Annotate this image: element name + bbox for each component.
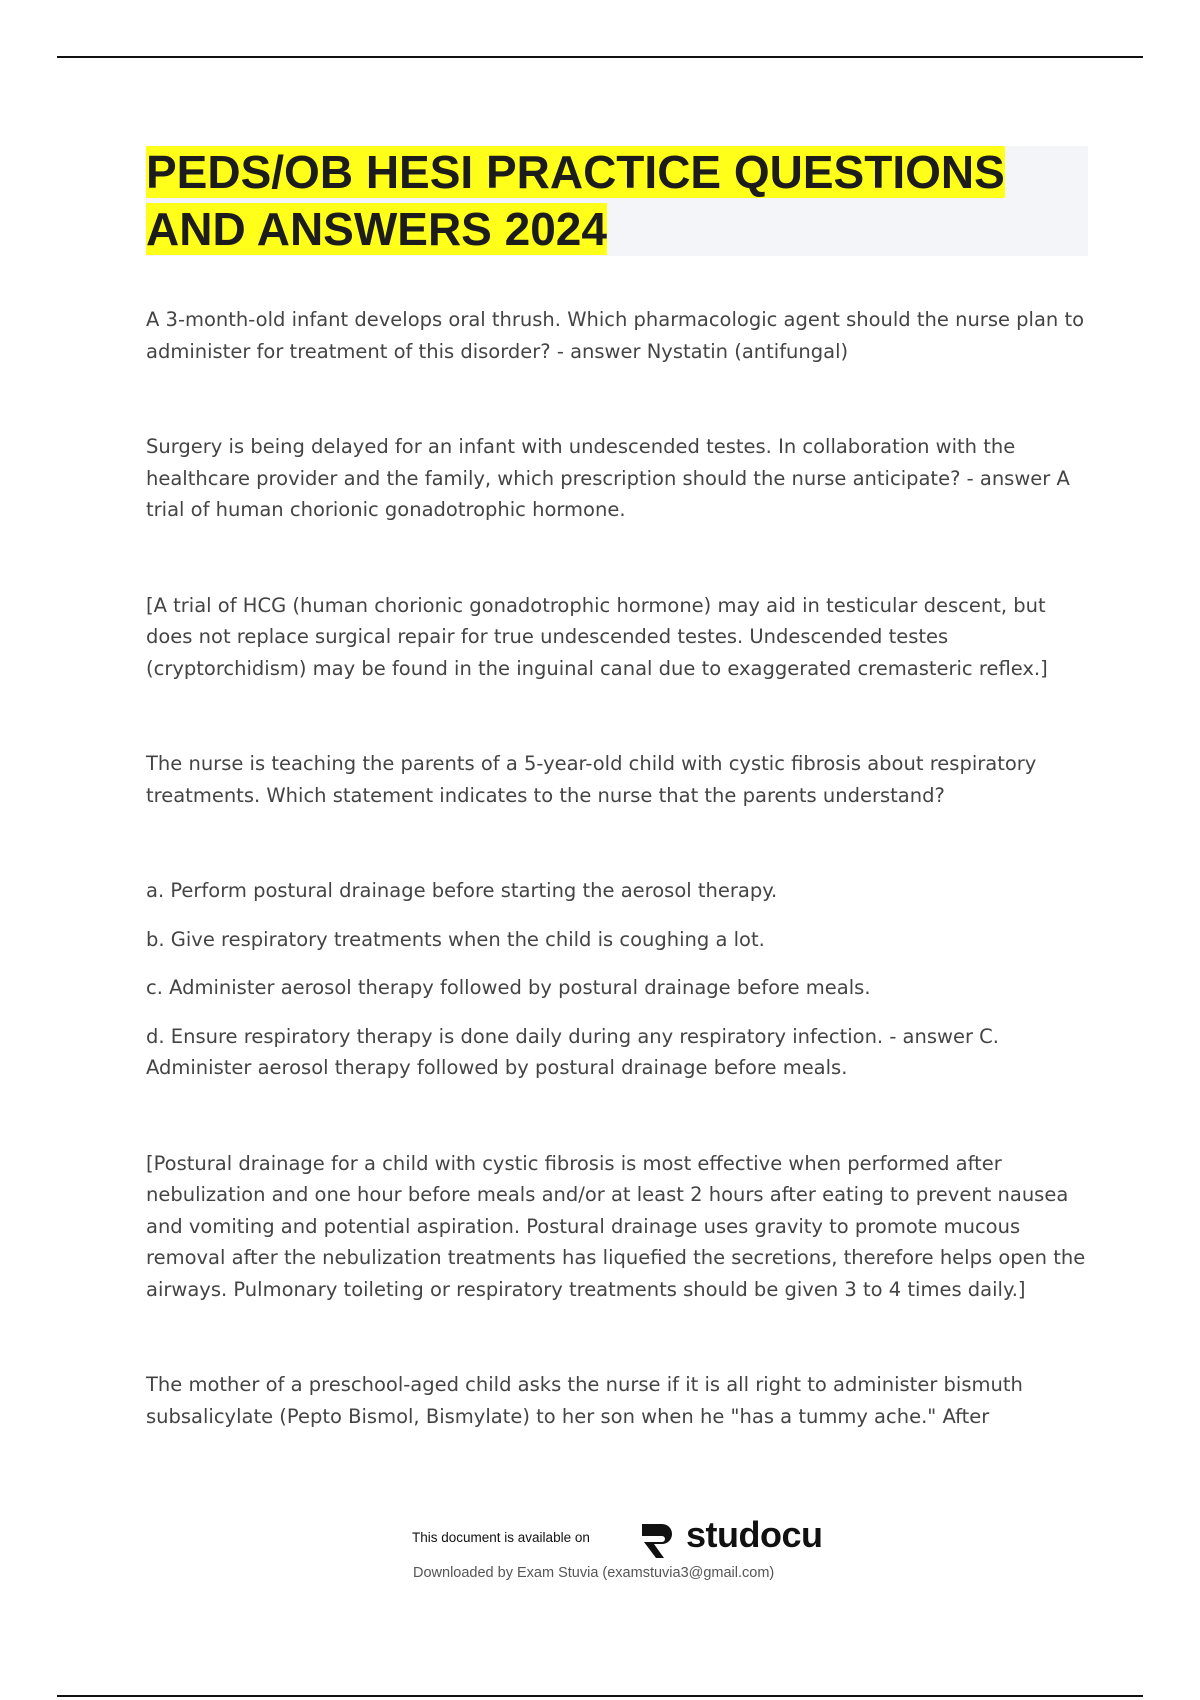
document-footer [0,1508,1200,1608]
bottom-divider [57,1695,1143,1697]
rationale-paragraph: [Postural drainage for a child with cystic fibrosis is most effective when performed after nebulization and one hour before meals and/or at least 2 hours after eating to prevent nausea and vomiting and potential aspiration. Postural drainage uses gravity to promote mucous removal after the nebulization treatments has liquefied the secretions, therefore helps open the airways. Pulmonary toileting or respiratory treatments should be given 3 to 4 times daily.] [146,1151,1086,1301]
rationale-paragraph: [A trial of HCG (human chorionic gonadotrophic hormone) may aid in testicular descent, but does not replace surgical repair for true undescended testes. Undescended testes (cryptorchidism) may be found in the inguinal canal due to exaggerated cremasteric reflex.] [146,593,1048,680]
answer-option-a: a. Perform postural drainage before starting the aerosol therapy. [146,879,778,902]
document-title-text: PEDS/OB HESI PRACTICE QUESTIONS AND ANSWERS 2024 [146,146,1005,255]
studocu-brand-name[interactable]: studocu [686,1514,823,1555]
question-paragraph: The mother of a preschool-aged child asks the nurse if it is all right to administer bismuth subsalicylate (Pepto Bismol, Bismylate) to her son when he "has a tummy ache." After [146,1373,1023,1428]
top-divider [57,56,1143,58]
answer-option-d: d. Ensure respiratory therapy is done daily during any respiratory infection. - answer C. Administer aerosol therapy followed by postural drainage before meals. [146,1024,1000,1079]
answer-option-b: b. Give respiratory treatments when the child is coughing a lot. [146,927,765,951]
studocu-logo-icon[interactable] [632,1516,680,1564]
document-body [146,304,1091,1432]
question-paragraph: The nurse is teaching the parents of a 5-year-old child with cystic fibrosis about respiratory treatments. Which statement indicates to the nurse that the parents understand? [146,752,1037,807]
question-paragraph: A 3-month-old infant develops oral thrush. Which pharmacologic agent should the nurse plan to administer for treatment of this disorder? - answer Nystatin (antifungal) [146,308,1085,363]
question-paragraph: Surgery is being delayed for an infant with undescended testes. In collaboration with the healthcare provider and the family, which prescription should the nurse anticipate? - answer A trial of human chorionic gonadotrophic hormone. [146,435,1070,521]
document-title [146,144,1088,258]
availability-text: This document is available on [412,1530,590,1545]
answer-option-c: c. Administer aerosol therapy followed by postural drainage before meals. [146,976,871,999]
downloaded-by-text: Downloaded by Exam Stuvia (examstuvia3@gmail.com) [413,1565,775,1581]
